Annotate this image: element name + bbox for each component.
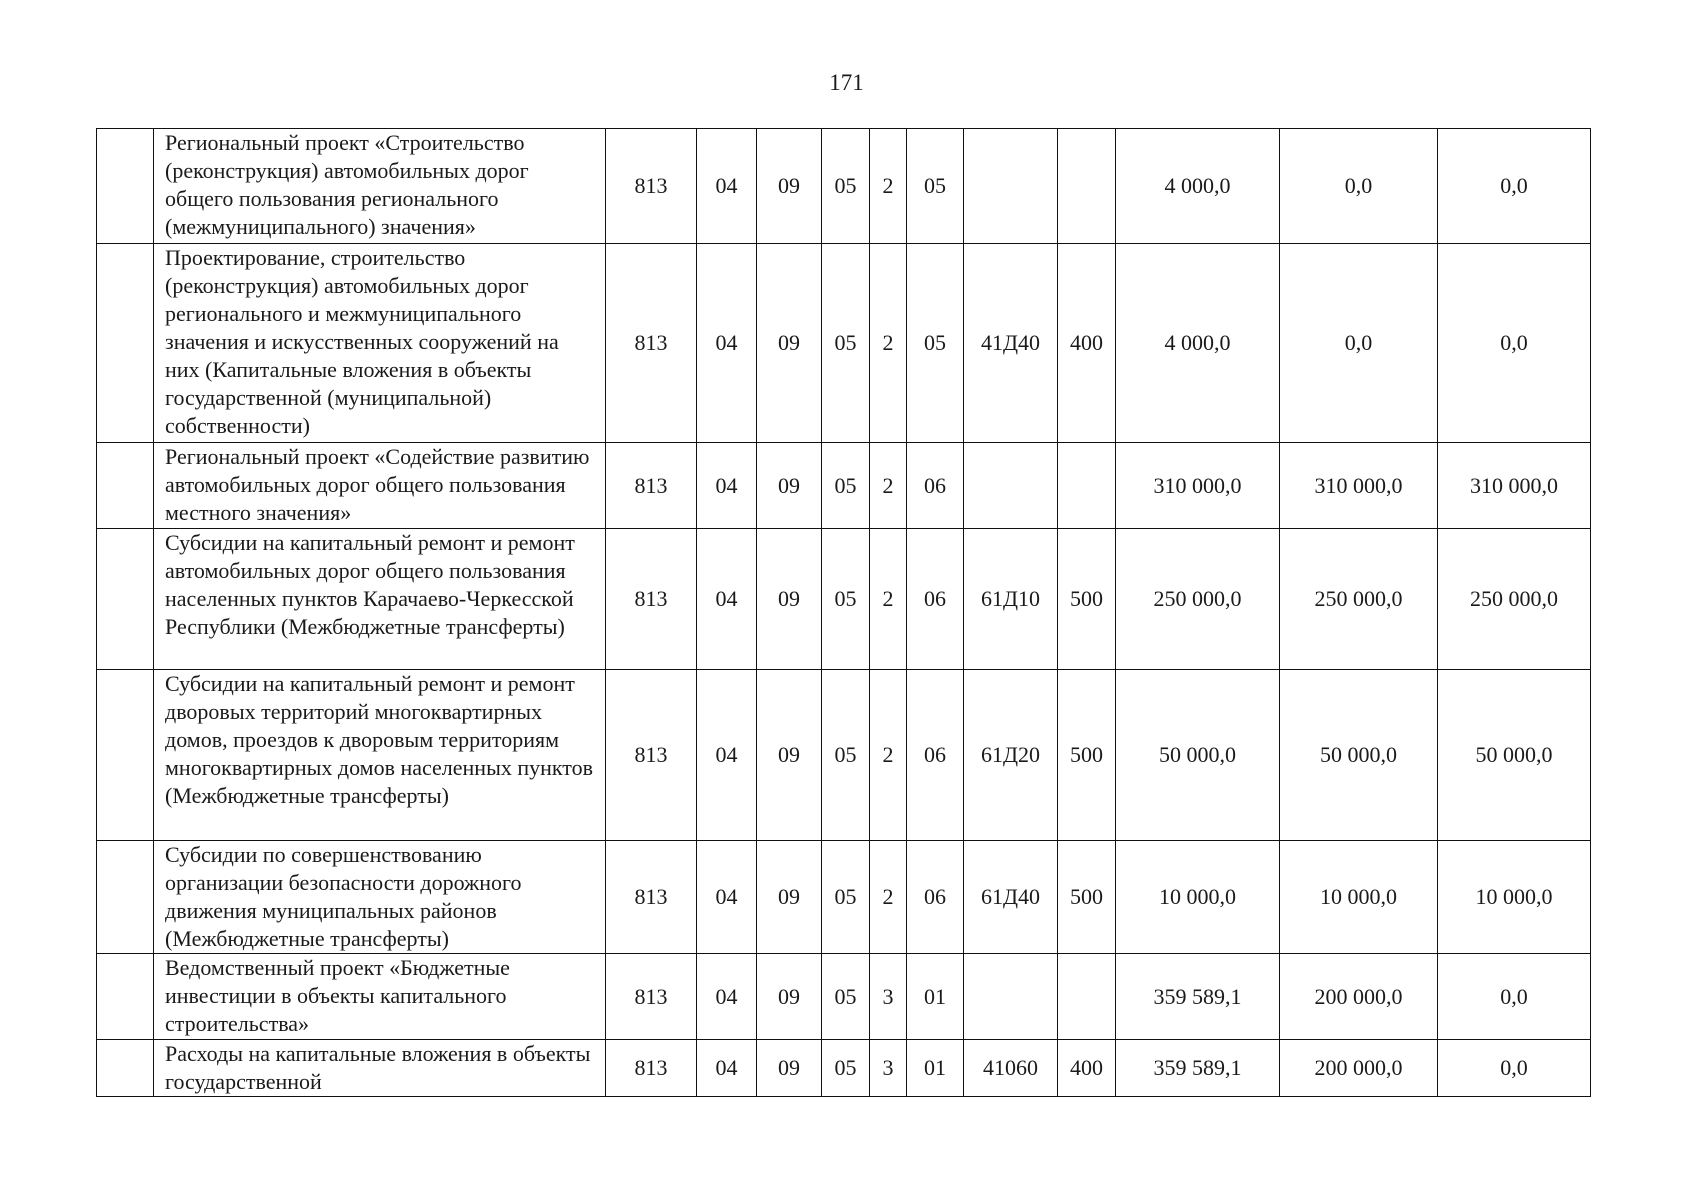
cell-sum3: 50 000,0 xyxy=(1438,670,1591,841)
cell-cs3: 01 xyxy=(907,954,964,1040)
row-number-cell xyxy=(97,529,154,670)
row-name: Субсидии по совершенствованию организации безопасности дорожного движения муниципальных районов (Межбюджетные трансферты) xyxy=(154,841,606,954)
cell-pr: 09 xyxy=(757,529,822,670)
table-row xyxy=(97,1040,1591,1097)
cell-sum2: 310 000,0 xyxy=(1280,443,1438,529)
cell-sum1: 50 000,0 xyxy=(1116,670,1280,841)
cell-cs4: 41Д40 xyxy=(964,244,1058,443)
cell-sum1: 4 000,0 xyxy=(1116,129,1280,244)
cell-cs4: 61Д10 xyxy=(964,529,1058,670)
cell-pr: 09 xyxy=(757,129,822,244)
cell-sum2: 250 000,0 xyxy=(1280,529,1438,670)
cell-gr: 813 xyxy=(606,443,697,529)
row-number-cell xyxy=(97,443,154,529)
cell-vr xyxy=(1058,954,1116,1040)
cell-vr xyxy=(1058,443,1116,529)
cell-gr: 813 xyxy=(606,529,697,670)
cell-cs4 xyxy=(964,129,1058,244)
cell-gr: 813 xyxy=(606,670,697,841)
row-name: Региональный проект «Содействие развитию автомобильных дорог общего пользования местного значения» xyxy=(154,443,606,529)
row-name: Субсидии на капитальный ремонт и ремонт автомобильных дорог общего пользования населенных пунктов Карачаево-Черкесской Республики (Межбюджетные трансферты) xyxy=(154,529,606,670)
cell-rz: 04 xyxy=(697,244,757,443)
cell-cs1: 05 xyxy=(822,529,870,670)
cell-sum1: 359 589,1 xyxy=(1116,1040,1280,1097)
cell-sum3: 0,0 xyxy=(1438,954,1591,1040)
cell-cs1: 05 xyxy=(822,841,870,954)
row-number-cell xyxy=(97,1040,154,1097)
cell-cs2: 2 xyxy=(870,129,907,244)
cell-pr: 09 xyxy=(757,954,822,1040)
cell-sum3: 250 000,0 xyxy=(1438,529,1591,670)
cell-sum2: 0,0 xyxy=(1280,244,1438,443)
row-number-cell xyxy=(97,670,154,841)
row-number-cell xyxy=(97,954,154,1040)
page-number: 171 xyxy=(829,70,864,95)
cell-vr: 500 xyxy=(1058,670,1116,841)
cell-cs3: 01 xyxy=(907,1040,964,1097)
cell-cs1: 05 xyxy=(822,443,870,529)
cell-sum1: 359 589,1 xyxy=(1116,954,1280,1040)
cell-sum3: 0,0 xyxy=(1438,1040,1591,1097)
cell-pr: 09 xyxy=(757,244,822,443)
table-row xyxy=(97,529,1591,670)
cell-cs4 xyxy=(964,954,1058,1040)
cell-cs3: 05 xyxy=(907,129,964,244)
table-row xyxy=(97,244,1591,443)
row-name: Региональный проект «Строительство (реконструкция) автомобильных дорог общего пользования регионального (межмуниципального) значения» xyxy=(154,129,606,244)
cell-sum2: 50 000,0 xyxy=(1280,670,1438,841)
cell-sum1: 310 000,0 xyxy=(1116,443,1280,529)
row-name: Расходы на капитальные вложения в объекты государственной xyxy=(154,1040,606,1097)
cell-cs1: 05 xyxy=(822,244,870,443)
cell-sum3: 10 000,0 xyxy=(1438,841,1591,954)
table-row xyxy=(97,129,1591,244)
row-name: Субсидии на капитальный ремонт и ремонт дворовых территорий многоквартирных домов, проездов к дворовым территориям многоквартирных домов населенных пунктов (Межбюджетные трансферты) xyxy=(154,670,606,841)
cell-vr: 400 xyxy=(1058,244,1116,443)
cell-cs2: 2 xyxy=(870,244,907,443)
cell-pr: 09 xyxy=(757,443,822,529)
cell-cs2: 2 xyxy=(870,841,907,954)
cell-cs4: 61Д20 xyxy=(964,670,1058,841)
cell-sum1: 4 000,0 xyxy=(1116,244,1280,443)
cell-rz: 04 xyxy=(697,954,757,1040)
cell-rz: 04 xyxy=(697,529,757,670)
cell-cs3: 06 xyxy=(907,841,964,954)
cell-rz: 04 xyxy=(697,841,757,954)
cell-cs2: 3 xyxy=(870,954,907,1040)
cell-cs1: 05 xyxy=(822,1040,870,1097)
row-number-cell xyxy=(97,129,154,244)
table-row xyxy=(97,443,1591,529)
cell-gr: 813 xyxy=(606,954,697,1040)
cell-rz: 04 xyxy=(697,1040,757,1097)
cell-cs2: 2 xyxy=(870,443,907,529)
cell-pr: 09 xyxy=(757,841,822,954)
cell-sum2: 10 000,0 xyxy=(1280,841,1438,954)
cell-sum3: 0,0 xyxy=(1438,129,1591,244)
table-row xyxy=(97,954,1591,1040)
row-name: Ведомственный проект «Бюджетные инвестиции в объекты капитального строительства» xyxy=(154,954,606,1040)
cell-sum1: 250 000,0 xyxy=(1116,529,1280,670)
cell-cs4: 61Д40 xyxy=(964,841,1058,954)
cell-sum3: 0,0 xyxy=(1438,244,1591,443)
cell-cs4 xyxy=(964,443,1058,529)
cell-sum3: 310 000,0 xyxy=(1438,443,1591,529)
cell-sum2: 0,0 xyxy=(1280,129,1438,244)
cell-gr: 813 xyxy=(606,1040,697,1097)
cell-sum2: 200 000,0 xyxy=(1280,1040,1438,1097)
budget-table xyxy=(96,128,1591,1097)
cell-cs1: 05 xyxy=(822,954,870,1040)
cell-pr: 09 xyxy=(757,1040,822,1097)
cell-cs3: 05 xyxy=(907,244,964,443)
cell-vr: 400 xyxy=(1058,1040,1116,1097)
row-number-cell xyxy=(97,244,154,443)
cell-sum2: 200 000,0 xyxy=(1280,954,1438,1040)
cell-vr: 500 xyxy=(1058,529,1116,670)
cell-gr: 813 xyxy=(606,244,697,443)
cell-rz: 04 xyxy=(697,670,757,841)
cell-pr: 09 xyxy=(757,670,822,841)
table-row xyxy=(97,841,1591,954)
cell-cs1: 05 xyxy=(822,129,870,244)
cell-vr: 500 xyxy=(1058,841,1116,954)
cell-vr xyxy=(1058,129,1116,244)
cell-cs2: 2 xyxy=(870,670,907,841)
cell-gr: 813 xyxy=(606,129,697,244)
cell-rz: 04 xyxy=(697,129,757,244)
cell-cs4: 41060 xyxy=(964,1040,1058,1097)
row-name: Проектирование, строительство (реконструкция) автомобильных дорог регионального и межмуниципального значения и искусственных сооружений на них (Капитальные вложения в объекты государственной (муниципальной) собственности) xyxy=(154,244,606,443)
cell-cs2: 3 xyxy=(870,1040,907,1097)
cell-sum1: 10 000,0 xyxy=(1116,841,1280,954)
cell-gr: 813 xyxy=(606,841,697,954)
table-row xyxy=(97,670,1591,841)
cell-cs1: 05 xyxy=(822,670,870,841)
cell-cs2: 2 xyxy=(870,529,907,670)
cell-cs3: 06 xyxy=(907,670,964,841)
cell-cs3: 06 xyxy=(907,529,964,670)
cell-rz: 04 xyxy=(697,443,757,529)
cell-cs3: 06 xyxy=(907,443,964,529)
row-number-cell xyxy=(97,841,154,954)
